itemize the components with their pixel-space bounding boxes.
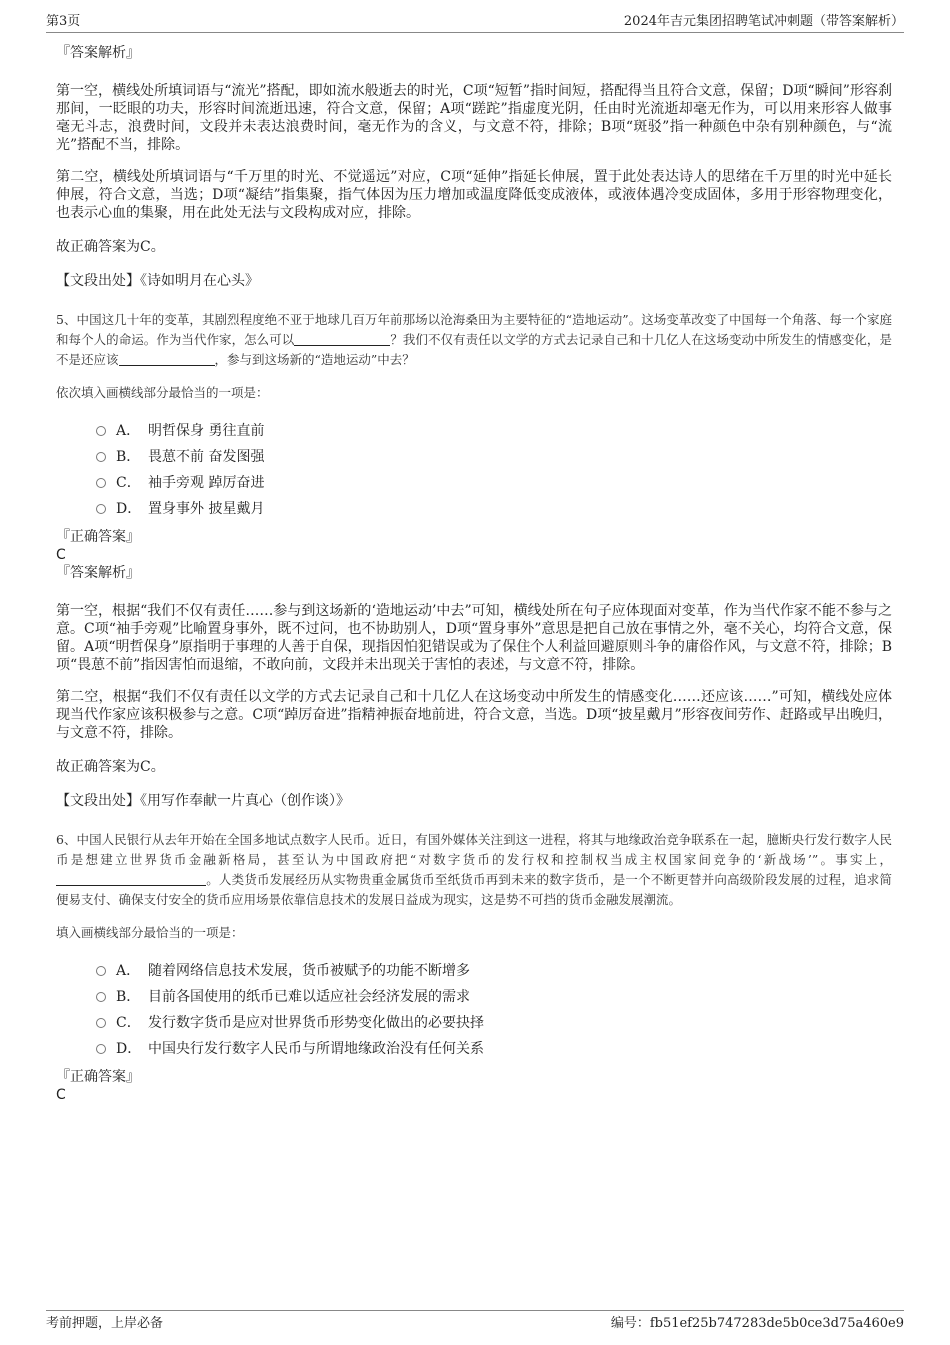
fill-blank bbox=[56, 871, 206, 886]
page-header bbox=[46, 12, 904, 33]
document-title: 2024年吉元集团招聘笔试冲刺题（带答案解析） bbox=[623, 14, 904, 29]
radio-icon[interactable] bbox=[96, 966, 106, 976]
passage-source: 【文段出处】《用写作奉献一片真心（创作谈）》 bbox=[56, 793, 350, 809]
fill-blank bbox=[119, 351, 215, 366]
answer-label: 『正确答案』 bbox=[56, 1069, 140, 1085]
radio-icon[interactable] bbox=[96, 992, 106, 1002]
analysis-conclusion: 故正确答案为C。 bbox=[56, 759, 165, 775]
radio-icon[interactable] bbox=[96, 452, 106, 462]
option-c[interactable]: C． 袖手旁观 踔厉奋进 bbox=[96, 470, 892, 496]
option-d[interactable]: D． 置身事外 披星戴月 bbox=[96, 496, 892, 522]
question-5-prompt: 依次填入画横线部分最恰当的一项是： bbox=[56, 385, 269, 400]
document-id: 编号：fb51ef25b747283de5b0ce3d75a460e9 bbox=[610, 1316, 904, 1331]
analysis-paragraph-1: 第一空，横线处所填词语与“流光”搭配，即如流水般逝去的时光，C项“短暂”指时间短，搭配得当且符合文意，保留；D项“瞬间”形容刹那间，一眨眼的功夫，形容时间流逝迅速，符合文意，保留；A项“蹉跎”指虚度光阴，任由时光流逝却毫无作为，可以用来形容人做事毫无斗志，浪费时间，文段并未表达浪费时间，毫无作为的含义，与文意不符，排除；B项“斑驳”指一种颜色中杂有别种颜色，与“流光”搭配不当，排除。 bbox=[56, 83, 892, 153]
option-a[interactable]: A． 明哲保身 勇往直前 bbox=[96, 418, 892, 444]
answer-value: C bbox=[56, 547, 66, 563]
question-5-options bbox=[56, 418, 892, 522]
radio-icon[interactable] bbox=[96, 426, 106, 436]
analysis-label: 『答案解析』 bbox=[56, 45, 140, 61]
radio-icon[interactable] bbox=[96, 1018, 106, 1028]
page-content bbox=[56, 44, 892, 1104]
option-b[interactable]: B． 目前各国使用的纸币已难以适应社会经济发展的需求 bbox=[96, 984, 892, 1010]
page-number: 第3页 bbox=[46, 14, 81, 29]
radio-icon[interactable] bbox=[96, 478, 106, 488]
question-6 bbox=[56, 830, 892, 1104]
analysis-paragraph-1: 第一空，根据“我们不仅有责任……参与到这场新的‘造地运动’中去”可知，横线处所在句子应体现面对变革，作为当代作家不能不参与之意。C项“袖手旁观”比喻置身事外，既不过问，也不协助别人，D项“置身事外”意思是把自己放在事情之外，毫不关心，均符合文意，保留。A项“明哲保身”原指明于事理的人善于自保，现指因怕犯错误或为了保住个人利益回避原则斗争的庸俗作风，与文意不符，排除；B项“畏葸不前”指因害怕而退缩，不敢向前，文段并未出现关于害怕的表述，与文意不符，排除。 bbox=[56, 603, 892, 673]
analysis-conclusion: 故正确答案为C。 bbox=[56, 239, 165, 255]
fill-blank bbox=[294, 331, 390, 346]
analysis-label: 『答案解析』 bbox=[56, 565, 140, 581]
question-6-text: 6、中国人民银行从去年开始在全国多地试点数字人民币。近日，有国外媒体关注到这一进程，将其与地缘政治竞争联系在一起，臆断央行发行数字人民币是想建立世界货币金融新格局，甚至认为中国政府把“对数字货币的发行权和控制权当成主权国家间竞争的‘新战场’”。事实上，。人类货币发展经历从实物贵重金属货币至纸货币再到未来的数字货币，是一个不断更替并向高级阶段发展的过程，追求简便易支付、确保支付安全的货币应用场景依靠信息技术的发展日益成为现实，这是势不可挡的货币金融发展潮流。 bbox=[56, 832, 892, 907]
option-c[interactable]: C． 发行数字货币是应对世界货币形势变化做出的必要抉择 bbox=[96, 1010, 892, 1036]
previous-question-analysis bbox=[56, 44, 892, 290]
question-6-options bbox=[56, 958, 892, 1062]
radio-icon[interactable] bbox=[96, 1044, 106, 1054]
option-d[interactable]: D． 中国央行发行数字人民币与所谓地缘政治没有任何关系 bbox=[96, 1036, 892, 1062]
answer-label: 『正确答案』 bbox=[56, 529, 140, 545]
question-6-prompt: 填入画横线部分最恰当的一项是： bbox=[56, 925, 244, 940]
page-footer bbox=[46, 1310, 904, 1333]
answer-value: C bbox=[56, 1087, 66, 1103]
analysis-paragraph-2: 第二空，根据“我们不仅有责任以文学的方式去记录自己和十几亿人在这场变动中所发生的情感变化……还应该……”可知，横线处应体现当代作家应该积极参与之意。C项“踔厉奋进”指精神振奋地前进，符合文意，当选。D项“披星戴月”形容夜间劳作、赶路或早出晚归，与文意不符，排除。 bbox=[56, 689, 892, 741]
option-b[interactable]: B． 畏葸不前 奋发图强 bbox=[96, 444, 892, 470]
passage-source: 【文段出处】《诗如明月在心头》 bbox=[56, 273, 259, 289]
option-a[interactable]: A． 随着网络信息技术发展，货币被赋予的功能不断增多 bbox=[96, 958, 892, 984]
question-5 bbox=[56, 310, 892, 810]
radio-icon[interactable] bbox=[96, 504, 106, 514]
analysis-paragraph-2: 第二空，横线处所填词语与“千万里的时光、不觉遥远”对应，C项“延伸”指延长伸展，置于此处表达诗人的思绪在千万里的时光中延长伸展，符合文意，当选；D项“凝结”指集聚，指气体因为压力增加或温度降低变成液体，或液体遇冷变成固体，多用于形容物理变化，也表示心血的集聚，用在此处无法与文段构成对应，排除。 bbox=[56, 169, 892, 221]
footer-slogan: 考前押题，上岸必备 bbox=[46, 1316, 164, 1331]
question-5-text: 5、中国这几十年的变革，其剧烈程度绝不亚于地球几百万年前那场以沧海桑田为主要特征的“造地运动”。这场变革改变了中国每一个角落、每一个家庭和每个人的命运。作为当代作家，怎么可以 ？我们不仅有责任以文学的方式去记录自己和十几亿人在这场变动中所发生的情感变化，是不是还应该 ，参与到这场新的“造地运动”中去？ bbox=[56, 312, 892, 367]
